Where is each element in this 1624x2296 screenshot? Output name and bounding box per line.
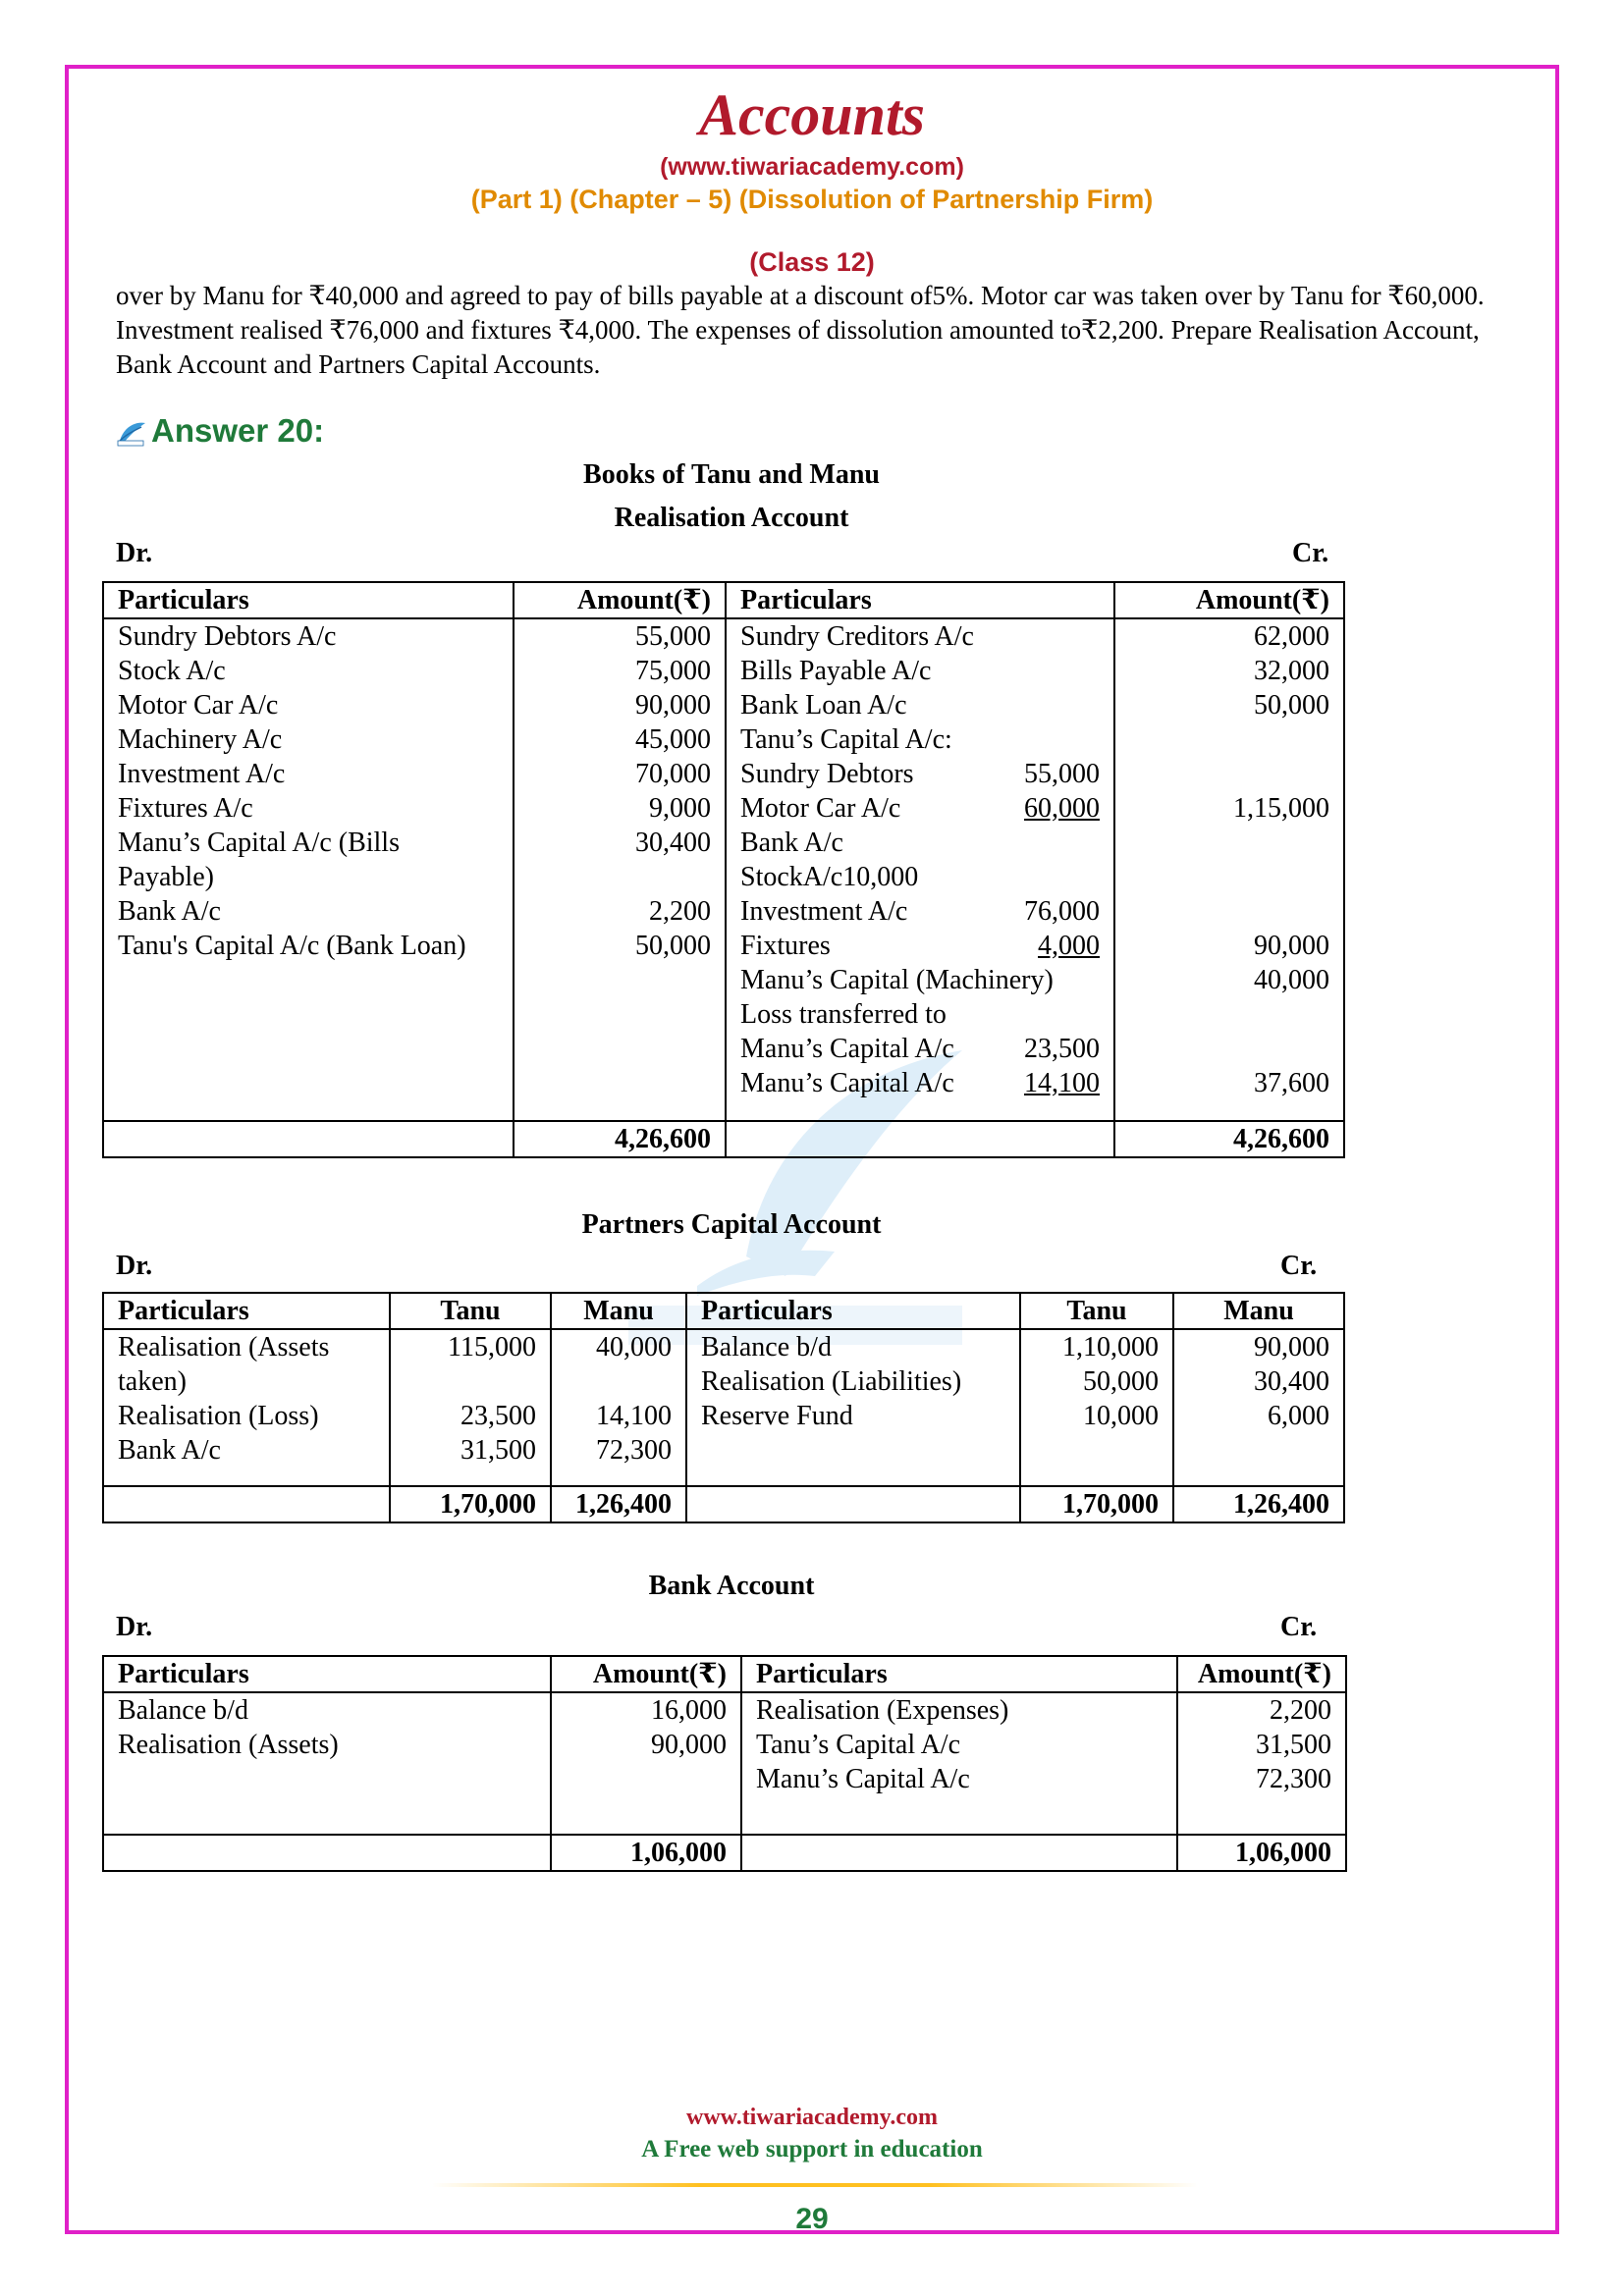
ledger-item: Bank A/c [118, 1435, 221, 1466]
ledger-item: Fixtures A/c [118, 793, 253, 824]
ledger-amount: 50,000 [635, 931, 711, 961]
total-amount: 4,26,600 [1114, 1121, 1344, 1157]
capital-table [102, 1292, 1345, 1523]
total-amount: 1,26,400 [1173, 1486, 1344, 1522]
page-number: 29 [795, 2203, 829, 2235]
column-header: Amount(₹) [1114, 582, 1344, 618]
capital-dr-label: Dr. [116, 1251, 153, 1281]
realisation-header-row [103, 582, 1344, 618]
bank-cr-label: Cr. [1280, 1612, 1318, 1642]
column-header: Amount(₹) [514, 582, 726, 618]
ledger-item: Realisation (Expenses) [756, 1695, 1009, 1726]
column-header: Particulars [103, 1656, 551, 1692]
header-class: (Class 12) [749, 247, 875, 277]
ledger-item: Balance b/d [118, 1695, 248, 1726]
ledger-amount: 2,200 [649, 896, 711, 927]
ledger-item: Realisation (Assets taken) [118, 1332, 330, 1397]
footer-divider [432, 2183, 1198, 2187]
ledger-subitem: Sundry Debtors 55,000 [740, 759, 1100, 789]
ledger-item: Bank Loan A/c [740, 690, 907, 721]
ledger-subitem: Fixtures 4,000 [740, 931, 1100, 961]
ledger-amount: 90,000 [651, 1730, 727, 1760]
ledger-amount: 37,600 [1254, 1068, 1329, 1098]
realisation-cr-label: Cr. [1292, 538, 1329, 568]
ledger-item: Investment A/c [118, 759, 286, 789]
ledger-amount: 50,000 [1254, 690, 1329, 721]
ledger-amount: 72,300 [1256, 1764, 1331, 1794]
ledger-amount: 9,000 [649, 793, 711, 824]
column-header: Particulars [726, 582, 1114, 618]
ledger-amount: 16,000 [651, 1695, 727, 1726]
ledger-amount: 72,300 [596, 1435, 672, 1466]
column-header: Amount(₹) [1177, 1656, 1346, 1692]
ledger-item: Manu’s Capital A/c [756, 1764, 970, 1794]
bank-credit-labels [741, 1692, 1177, 1835]
column-header: Particulars [103, 582, 514, 618]
realisation-dr-label: Dr. [116, 538, 153, 568]
column-header: Amount(₹) [551, 1656, 741, 1692]
ledger-amount: 70,000 [635, 759, 711, 789]
ledger-amount: 31,500 [460, 1435, 536, 1466]
ledger-amount: 45,000 [635, 724, 711, 755]
ledger-item: Bank A/c [740, 828, 843, 858]
page-title: Accounts [698, 82, 926, 147]
total-amount: 1,26,400 [551, 1486, 686, 1522]
answer-heading-row [116, 412, 324, 450]
ledger-subitem: Motor Car A/c 60,000 [740, 793, 1100, 824]
column-header: Particulars [103, 1293, 390, 1329]
ledger-subitem: Investment A/c 76,000 [740, 896, 1100, 927]
ledger-subitem: Manu’s Capital A/c 23,500 [740, 1034, 1100, 1064]
capital-total-row [103, 1486, 1344, 1522]
footer-tagline: A Free web support in education [641, 2136, 983, 2163]
bank-title: Bank Account [648, 1571, 815, 1601]
capital-debit-manu [551, 1329, 686, 1486]
capital-header-row [103, 1293, 1344, 1329]
ledger-item: Tanu’s Capital A/c [756, 1730, 961, 1760]
ledger-amount: 32,000 [1254, 656, 1329, 686]
realisation-debit-amounts [514, 618, 726, 1121]
total-amount: 1,06,000 [1177, 1835, 1346, 1871]
capital-cr-label: Cr. [1280, 1251, 1318, 1281]
ledger-item: Sundry Creditors A/c [740, 621, 974, 652]
ledger-item: Balance b/d [701, 1332, 832, 1362]
bank-debit-labels [103, 1692, 551, 1835]
ledger-amount: 2,200 [1270, 1695, 1331, 1726]
ledger-amount: 1,15,000 [1233, 793, 1329, 824]
capital-title: Partners Capital Account [581, 1209, 882, 1240]
ledger-item: Reserve Fund [701, 1401, 853, 1431]
ledger-amount: 1,10,000 [1062, 1332, 1159, 1362]
ledger-amount: 31,500 [1256, 1730, 1331, 1760]
answer-heading: Answer 20: [151, 412, 325, 449]
ledger-item: Stock A/c [118, 656, 226, 686]
column-header: Tanu [390, 1293, 551, 1329]
ledger-amount: 90,000 [635, 690, 711, 721]
ledger-amount: 40,000 [1254, 965, 1329, 995]
column-header: Manu [551, 1293, 686, 1329]
column-header: Particulars [741, 1656, 1177, 1692]
bank-debit-amounts [551, 1692, 741, 1835]
total-amount: 1,06,000 [551, 1835, 741, 1871]
column-header: Particulars [686, 1293, 1020, 1329]
ledger-subitem: Manu’s Capital A/c 14,100 [740, 1068, 1100, 1098]
total-amount: 1,70,000 [390, 1486, 551, 1522]
ledger-item: Manu’s Capital A/c (Bills Payable) [118, 828, 400, 892]
capital-debit-labels [103, 1329, 390, 1486]
books-title: Books of Tanu and Manu [583, 459, 880, 490]
ledger-amount: 40,000 [596, 1332, 672, 1362]
bank-header-row [103, 1656, 1346, 1692]
ledger-item: Tanu’s Capital A/c: [740, 724, 952, 755]
capital-body [103, 1329, 1344, 1486]
capital-credit-manu [1173, 1329, 1344, 1486]
realisation-table [102, 581, 1345, 1158]
realisation-total-row [103, 1121, 1344, 1157]
bank-body [103, 1692, 1346, 1835]
realisation-credit-amounts [1114, 618, 1344, 1121]
capital-credit-tanu [1020, 1329, 1173, 1486]
ledger-item: Tanu's Capital A/c (Bank Loan) [118, 931, 466, 961]
ledger-amount: 75,000 [635, 656, 711, 686]
column-header: Tanu [1020, 1293, 1173, 1329]
bank-total-row [103, 1835, 1346, 1871]
ledger-item: Bills Payable A/c [740, 656, 932, 686]
ledger-amount: 55,000 [635, 621, 711, 652]
ledger-item: Realisation (Assets) [118, 1730, 339, 1760]
ledger-item: Bank A/c [118, 896, 221, 927]
ledger-item: Realisation (Loss) [118, 1401, 319, 1431]
ledger-item: Sundry Debtors A/c [118, 621, 337, 652]
realisation-body [103, 618, 1344, 1121]
ledger-amount: 14,100 [596, 1401, 672, 1431]
realisation-credit-labels [726, 618, 1114, 1121]
realisation-title: Realisation Account [614, 503, 849, 533]
ledger-amount: 30,400 [1254, 1366, 1329, 1397]
ledger-item: Manu’s Capital (Machinery) [740, 965, 1054, 995]
header-chapter: (Part 1) (Chapter – 5) (Dissolution of Partnership Firm) [470, 185, 1154, 214]
ledger-item: Motor Car A/c [118, 690, 279, 721]
tiwari-logo-icon [116, 417, 147, 445]
bank-table [102, 1655, 1347, 1872]
ledger-amount: 90,000 [1254, 931, 1329, 961]
total-amount: 4,26,600 [514, 1121, 726, 1157]
question-text: over by Manu for ₹40,000 and agreed to pay of bills payable at a discount of5%. Motor car was taken over by Tanu for ₹60,000. Investment realised ₹76,000 and fixtures ₹4,000. The expenses of dissolution amounted to₹2,200. Prepare Realisation Account, Bank Account and Partners Capital Accounts. [116, 281, 1485, 379]
footer-website: www.tiwariacademy.com [686, 2105, 938, 2130]
ledger-item: Machinery A/c [118, 724, 283, 755]
total-amount: 1,70,000 [1020, 1486, 1173, 1522]
ledger-amount: 30,400 [635, 828, 711, 858]
realisation-debit-labels [103, 618, 514, 1121]
ledger-item: Loss transferred to [740, 999, 947, 1030]
ledger-amount: 62,000 [1254, 621, 1329, 652]
ledger-amount: 115,000 [448, 1332, 536, 1362]
ledger-amount: 10,000 [1083, 1401, 1159, 1431]
ledger-amount: 50,000 [1083, 1366, 1159, 1397]
capital-credit-labels [686, 1329, 1020, 1486]
ledger-amount: 6,000 [1268, 1401, 1329, 1431]
ledger-item: StockA/c10,000 [740, 862, 919, 892]
bank-dr-label: Dr. [116, 1612, 153, 1642]
ledger-amount: 90,000 [1254, 1332, 1329, 1362]
ledger-item: Realisation (Liabilities) [701, 1366, 962, 1397]
capital-debit-tanu [390, 1329, 551, 1486]
ledger-amount: 23,500 [460, 1401, 536, 1431]
column-header: Manu [1173, 1293, 1344, 1329]
bank-credit-amounts [1177, 1692, 1346, 1835]
header-website: (www.tiwariacademy.com) [660, 153, 964, 181]
